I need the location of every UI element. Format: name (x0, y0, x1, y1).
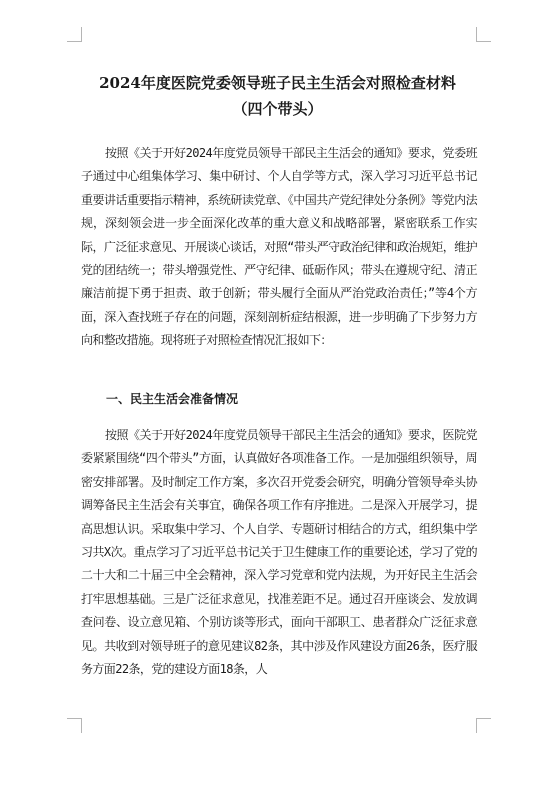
document-subtitle: （四个带头） (232, 100, 323, 118)
section-paragraph: 按照《关于开好2024年度党员领导干部民主生活会的通知》要求，医院党委紧紧围绕“四个带头”方面，认真做好各项准备工作。一是加强组织领导，周密安排部署。及时制定工作方案，多次召开党委会研究，明确分管领导牵头协调筹备民主生活会有关事宜，确保各项工作有序推进。二是深入开展学习，提高思想认识。采取集中学习、个人自学、专题研讨相结合的方式，组织集中学习共X次。重点学习了习近平总书记关于卫生健康工作的重要论述，学习了党的二十大和二十届三中全会精神，深入学习党章和党内法规，为开好民主生活会打牢思想基础。三是广泛征求意见，找准差距不足。通过召开座谈会、发放调查问卷、设立意见箱、个别访谈等形式，面向干部职工、患者群众广泛征求意见。共收到对领导班子的意见建议82条，其中涉及作风建设方面26条，医疗服务方面22条，党的建设方面18条，人 (81, 428, 477, 677)
section-heading: 一、民主生活会准备情况 (106, 392, 239, 406)
crop-mark-bottom-left (67, 718, 82, 733)
intro-paragraph: 按照《关于开好2024年度党员领导干部民主生活会的通知》要求，党委班子通过中心组集体学习、集中研讨、个人自学等方式，深入学习习近平总书记重要讲话重要指示精神，系统研读党章、《中国共产党纪律处分条例》等党内法规，深刻领会进一步全面深化改革的重大意义和战略部署，紧密联系工作实际，广泛征求意见、开展谈心谈话，对照“带头严守政治纪律和政治规矩，维护党的团结统一；带头增强党性、严守纪律、砥砺作风；带头在遵规守纪、清正廉洁前提下勇于担责、敢于创新；带头履行全面从严治党政治责任；”等4个方面，深入查找班子存在的问题，深刻剖析症结根源，进一步明确了下步努力方向和整改措施。现将班子对照检查情况汇报如下： (81, 146, 477, 348)
crop-mark-top-left (67, 27, 82, 42)
crop-mark-top-right (476, 27, 491, 42)
crop-mark-bottom-right (476, 718, 491, 733)
document-title: 2024年度医院党委领导班子民主生活会对照检查材料 (99, 74, 456, 92)
